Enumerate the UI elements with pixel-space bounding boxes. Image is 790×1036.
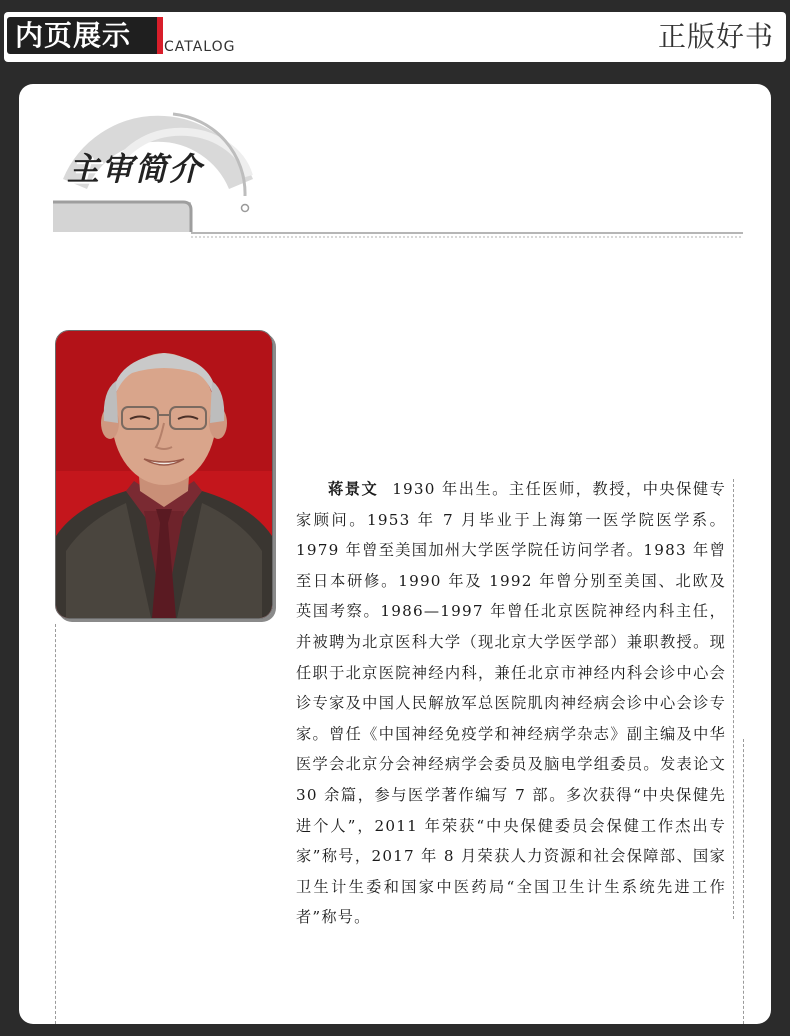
profile-name: 蒋景文: [328, 480, 379, 498]
banner-tab: [7, 17, 163, 54]
profile-bio: [296, 474, 726, 933]
right-dashed-guide-upper: [733, 479, 734, 919]
page-card: [19, 84, 771, 1024]
banner-right-label: 正版好书: [657, 20, 774, 53]
section-title: 主审简介: [67, 150, 204, 188]
top-banner: [4, 12, 786, 62]
banner-catalog-label: CATALOG: [164, 39, 236, 55]
left-dashed-guide: [55, 624, 56, 1024]
right-dashed-guide-lower: [743, 739, 744, 1024]
profile-photo: [55, 330, 273, 619]
banner-tab-label: 内页展示: [15, 19, 132, 52]
profile-bio-text: 1930 年出生。主任医师，教授，中央保健专家顾问。1953 年 7 月毕业于上海第一医学院医学系。1979 年曾至美国加州大学医学院任访问学者。1983 年曾至日本研修。1990 年及 1992 年曾分别至美国、北欧及英国考察。1986—1997 年曾任北京医院神经内科主任，并被聘为北京医科大学（现北京大学医学部）兼职教授。现任职于北京医院神经内科，兼任北京市神经内科会诊中心会诊专家及中国人民解放军总医院肌肉神经病会诊中心会诊专家。曾任《中国神经免疫学和神经病学杂志》副主编及中华医学会北京分会神经病学会委员及脑电学组委员。发表论文 30 余篇，参与医学著作编写 7 部。多次获得“中央保健先进个人”，2011 年荣获“中央保健委员会保健工作杰出专家”称号，2017 年 8 月荣获人力资源和社会保障部、国家卫生计生委和国家中医药局“全国卫生计生系统先进工作者”称号。: [296, 480, 726, 927]
